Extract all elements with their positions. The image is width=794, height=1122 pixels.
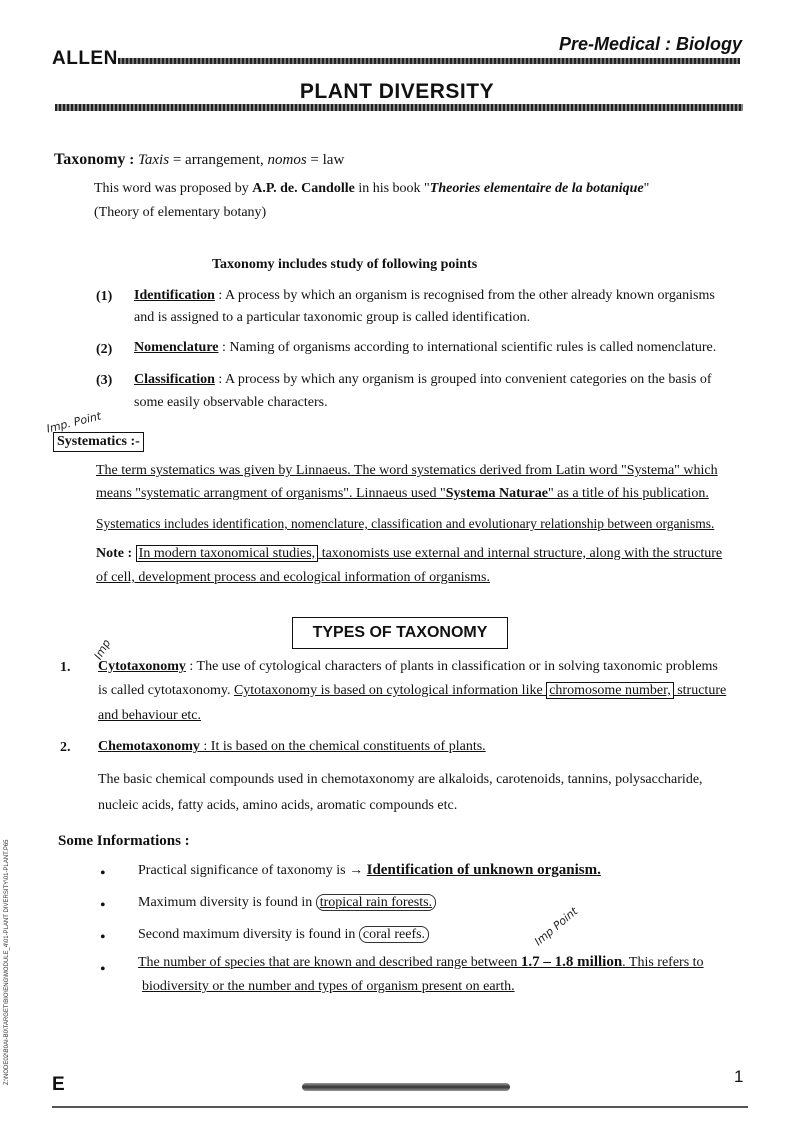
taxonomy-term: Taxonomy <box>54 151 126 168</box>
type-cytotaxonomy-line-2: is called cytotaxonomy. Cytotaxonomy is based on cytological information like chromosome number, structure <box>98 683 727 698</box>
info-item: Practical significance of taxonomy is → Identification of unknown organism. <box>138 862 601 878</box>
point-number: (3) <box>96 373 113 388</box>
footer-letter: E <box>52 1074 65 1095</box>
bullet: • <box>100 865 106 882</box>
point-number: (2) <box>96 342 113 357</box>
systematics-note-cont: of cell, development process and ecological information of organisms. <box>96 570 490 585</box>
points-heading: Taxonomy includes study of following points <box>212 257 478 272</box>
point-identification: Identification : A process by which an organism is recognised from the other already known organisms <box>134 288 715 303</box>
taxonomy-translation: (Theory of elementary botany) <box>94 205 267 220</box>
systematics-line-2: means "systematic arrangment of organisms". Linnaeus used "Systema Naturae" as a title of his publication. <box>96 486 709 501</box>
header-subject: Pre-Medical : Biology <box>558 34 742 54</box>
systematics-heading: Systematics :- <box>53 432 144 452</box>
info-item: Second maximum diversity is found in coral reefs. <box>138 925 429 945</box>
handwritten-note: Imp <box>91 637 114 662</box>
bullet: • <box>100 897 106 914</box>
point-number: (1) <box>96 289 113 304</box>
some-info-heading: Some Informations : <box>58 833 190 849</box>
page-number: 1 <box>734 1067 744 1086</box>
point-classification-cont: some easily observable characters. <box>134 395 328 410</box>
title-rule <box>55 104 743 111</box>
point-classification: Classification : A process by which any organism is grouped into convenient categories on the basis of <box>134 372 712 387</box>
type-chemotaxonomy: Chemotaxonomy : It is based on the chemical constituents of plants. <box>98 739 486 754</box>
chemotaxonomy-compounds-cont: nucleic acids, fatty acids, amino acids, aromatic compounds etc. <box>98 798 458 813</box>
taxonomy-origin: This word was proposed by A.P. de. Candolle in his book "Theories elementaire de la botanique" <box>94 181 650 196</box>
file-path: Z:\NODE02\B0AI-B0\TARGET\BIO\ENG\MODULE_4\01-PLANT DIVERSITY\01-PLANT.P65 <box>4 839 10 1085</box>
handwritten-note: Imp Point <box>531 904 581 949</box>
systematics-note: Note : In modern taxonomical studies, taxonomists use external and internal structure, along with the structure <box>96 546 723 561</box>
taxonomy-definition: Taxonomy : Taxis = arrangement, nomos = law <box>54 151 345 168</box>
systematics-line-3: Systematics includes identification, nomenclature, classification and evolutionary relationship between organisms. <box>96 516 715 531</box>
page-title: PLANT DIVERSITY <box>299 80 495 103</box>
systematics-line-1: The term systematics was given by Linnaeus. The word systematics derived from Latin word "Systema" which <box>96 463 718 478</box>
types-heading: TYPES OF TAXONOMY <box>292 617 508 649</box>
type-cytotaxonomy-line-3: and behaviour etc. <box>98 708 202 723</box>
point-identification-cont: and is assigned to a particular taxonomic group is called identification. <box>134 310 531 325</box>
bullet: • <box>100 929 106 946</box>
handwritten-note: Imp. Point <box>45 409 103 436</box>
footer-ornament <box>302 1083 510 1091</box>
brand-logo: ALLEN <box>52 48 118 69</box>
point-nomenclature: Nomenclature : Naming of organisms according to international scientific rules is called nomenclature. <box>134 340 717 355</box>
type-number: 2. <box>60 740 71 755</box>
header-rule <box>118 58 740 64</box>
type-cytotaxonomy: Cytotaxonomy : The use of cytological characters of plants in classification or in solving taxonomic problems <box>98 659 718 674</box>
info-item: Maximum diversity is found in tropical rain forests. <box>138 893 436 913</box>
chemotaxonomy-compounds: The basic chemical compounds used in chemotaxonomy are alkaloids, carotenoids, tannins, polysaccharide, <box>98 772 703 787</box>
type-number: 1. <box>60 660 71 675</box>
info-item-cont: biodiversity or the number and types of organism present on earth. <box>142 979 515 994</box>
bullet: • <box>100 961 106 978</box>
info-item: The number of species that are known and described range between 1.7 – 1.8 million. This refers to <box>138 954 704 970</box>
bottom-rule <box>52 1106 748 1108</box>
